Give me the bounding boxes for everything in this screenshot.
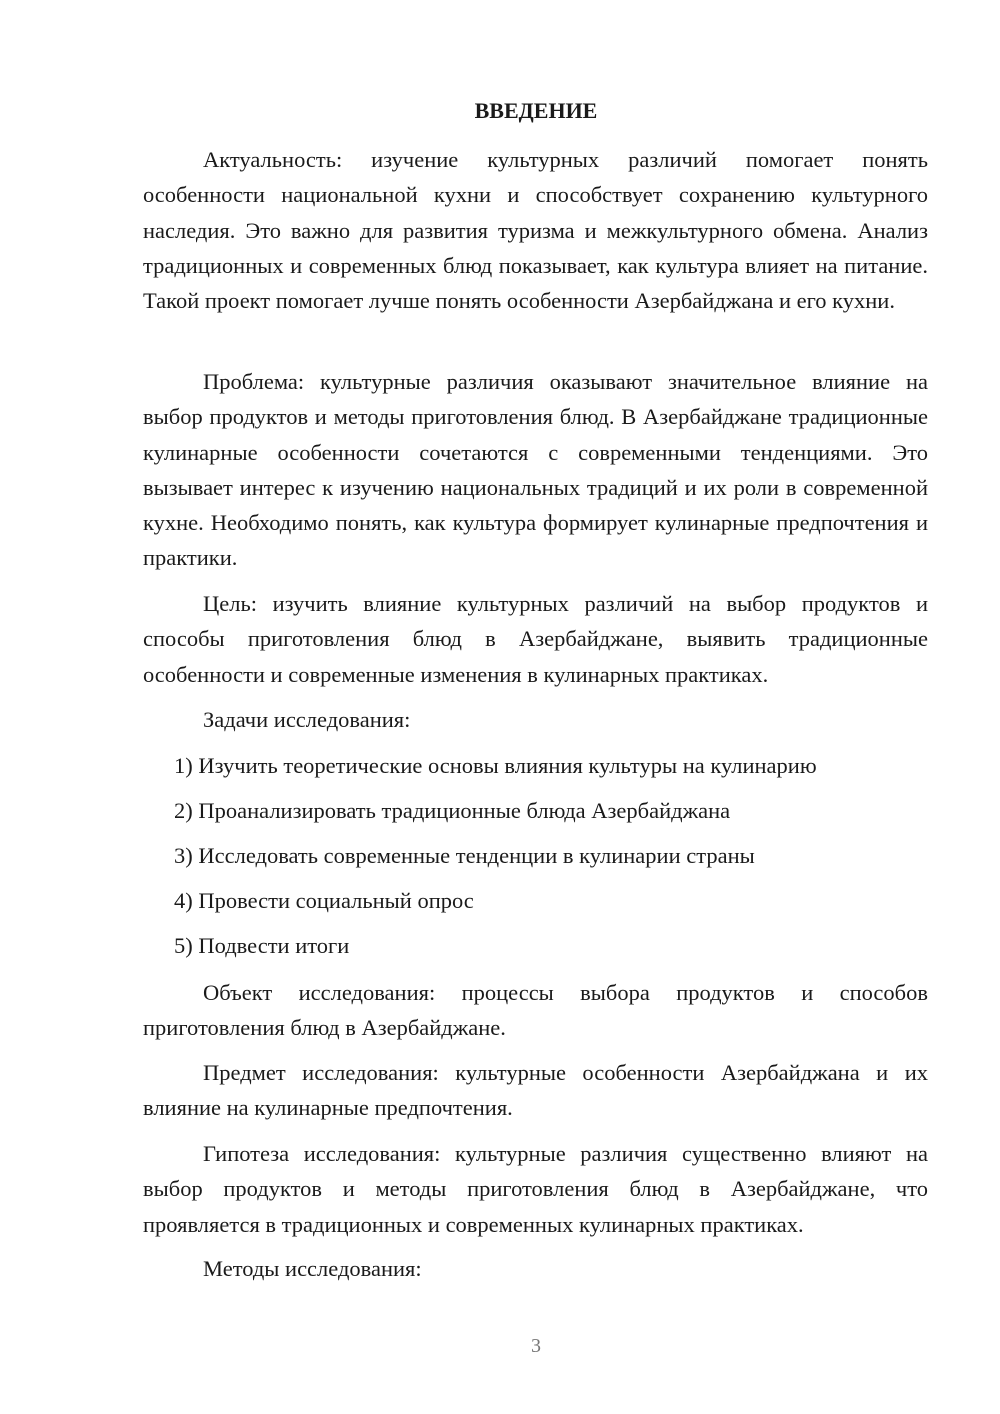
object-paragraph: Объект исследования: процессы выбора продуктов и способов приготовления блюд в Азербайджане. (143, 980, 928, 1041)
task-item-5: 5) Подвести итоги (174, 933, 350, 958)
task-item-2: 2) Проанализировать традиционные блюда Азербайджана (174, 798, 731, 823)
tasks-heading: Задачи исследования: (203, 707, 411, 732)
task-item-1: 1) Изучить теоретические основы влияния культуры на кулинарию (174, 753, 817, 778)
page-title: ВВЕДЕНИЕ (474, 98, 598, 123)
task-item-4: 4) Провести социальный опрос (174, 888, 474, 913)
problem-paragraph: Проблема: культурные различия оказывают значительное влияние на выбор продуктов и методы приготовления блюд. В Азербайджане традиционные кулинарные особенности сочетаются с современными тенденциями. Это вызывает интерес к изучению национальных традиций и их роли в современной кухне. Необходимо понять, как культура формирует кулинарные предпочтения и практики. (143, 369, 928, 571)
goal-paragraph: Цель: изучить влияние культурных различий на выбор продуктов и способы приготовления блюд в Азербайджане, выявить традиционные особенности и современные изменения в кулинарных практиках. (143, 591, 928, 687)
page-number: 3 (531, 1335, 541, 1357)
task-item-3: 3) Исследовать современные тенденции в кулинарии страны (174, 843, 755, 868)
relevance-paragraph: Актуальность: изучение культурных различий помогает понять особенности национальной кухни и способствует сохранению культурного наследия. Это важно для развития туризма и межкультурного обмена. Анализ традиционных и современных блюд показывает, как культура влияет на питание. Такой проект помогает лучше понять особенности Азербайджана и его кухни. (143, 147, 928, 314)
hypothesis-paragraph: Гипотеза исследования: культурные различия существенно влияют на выбор продуктов и методы приготовления блюд в Азербайджане, что проявляется в традиционных и современных кулинарных практиках. (143, 1141, 928, 1237)
subject-paragraph: Предмет исследования: культурные особенности Азербайджана и их влияние на кулинарные предпочтения. (143, 1060, 928, 1121)
methods-heading: Методы исследования: (203, 1256, 422, 1281)
